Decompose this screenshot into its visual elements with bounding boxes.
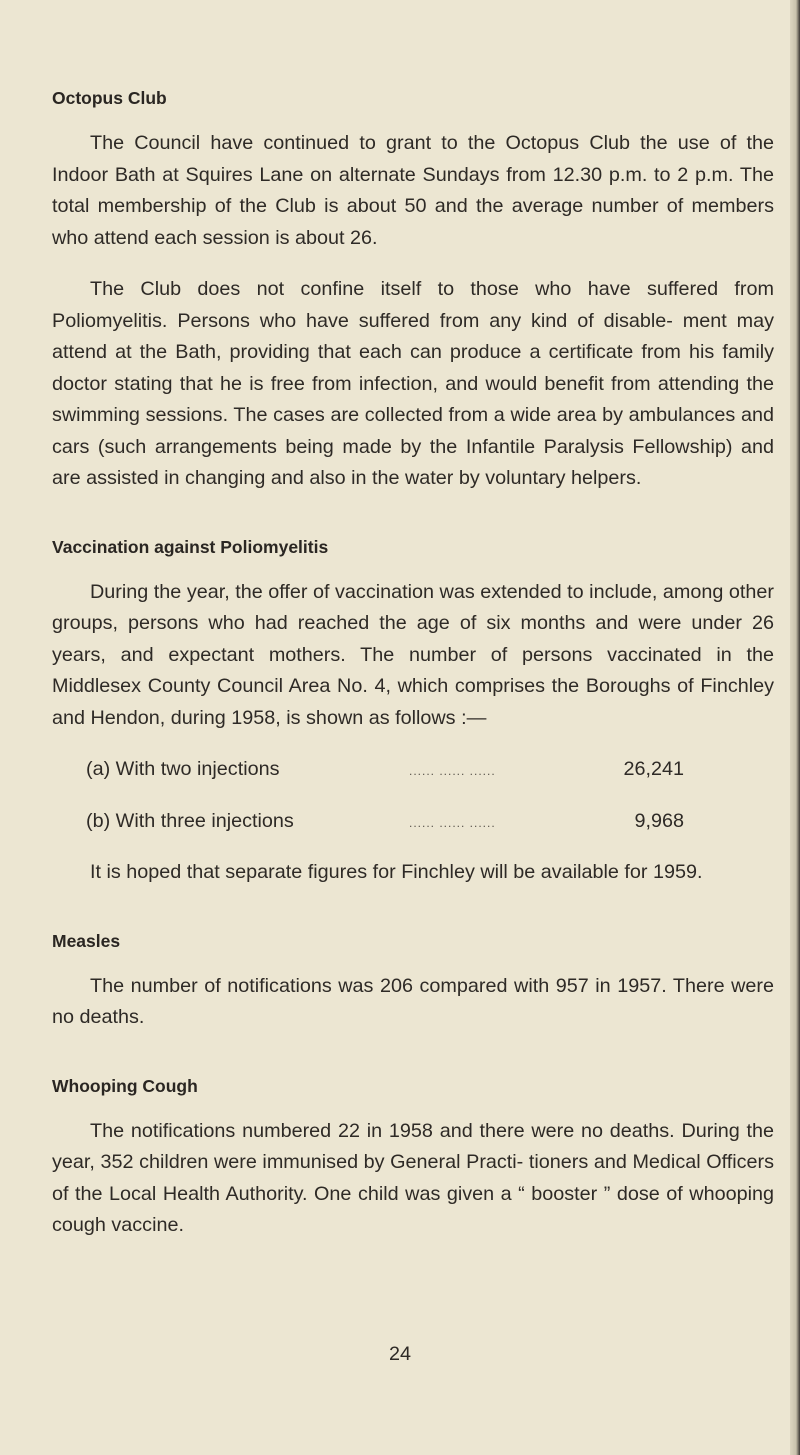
section-vaccination-poliomyelitis	[52, 535, 774, 889]
page-number: 24	[388, 1343, 411, 1365]
section-measles	[52, 929, 774, 1034]
spacer	[52, 254, 774, 274]
list-item	[52, 754, 774, 786]
section-heading: Octopus Club	[52, 88, 167, 108]
paragraph: The notifications numbered 22 in 1958 and there were no deaths. During the year, 352 children were immunised by General Practi- tioners and Medical Officers of the Local Health Authority. One child was given a “ booster ” dose of whooping cough vaccine.	[52, 1119, 774, 1236]
section-octopus-club	[52, 86, 774, 495]
spacer	[52, 889, 774, 929]
spacer	[52, 734, 774, 754]
leader-dots: ...... ...... ......	[409, 764, 496, 778]
section-heading: Whooping Cough	[52, 1075, 198, 1096]
paragraph: The number of notifications was 206 compared with 957 in 1957. There were no deaths.	[52, 974, 774, 1028]
page-edge-shadow	[790, 0, 800, 1455]
leader-dots: ...... ...... ......	[409, 815, 496, 830]
section-heading: Measles	[52, 930, 121, 951]
paragraph: During the year, the offer of vaccination was extended to include, among other groups, persons who had reached the age of six months and were under 26 years, and expectant mothers. The number of persons vaccinated in the Middlesex County Council Area No. 4, which comprises the Boroughs of Finchley and Hendon, during 1958, is shown as follows :—	[52, 580, 774, 729]
list-item	[52, 806, 774, 838]
vaccination-figures-list	[52, 754, 774, 837]
section-whooping-cough	[52, 1074, 774, 1242]
list-item-label: (a) With two injections	[86, 758, 280, 780]
spacer	[52, 495, 774, 535]
list-item-value: 26,241	[623, 758, 684, 780]
paragraph: The Council have continued to grant to the Octopus Club the use of the Indoor Bath at Squires Lane on alternate Sundays from 12.30 p.m. to 2 p.m. The total membership of the Club is about 50 and the average number of members who attend each session is about 26.	[52, 132, 774, 249]
list-item-value: 9,968	[634, 809, 684, 832]
spacer	[52, 1034, 774, 1074]
list-item-label: (b) With three injections	[86, 809, 294, 832]
document-body	[52, 86, 774, 1242]
paragraph: The Club does not confine itself to those who have suffered from Poliomyelitis. Persons who have suffered from any kind of disable- ment may attend at the Bath, providing that each can produce a certificate from his family doctor stating that he is free from infection, and would benefit from attending the swimming sessions. The cases are collected from a wide area by ambulances and cars (such arrangements being made by the Infantile Paralysis Fellowship) and are assisted in changing and also in the water by voluntary helpers.	[52, 278, 774, 489]
paragraph: It is hoped that separate figures for Finchley will be available for 1959.	[90, 861, 703, 883]
section-heading: Vaccination against Poliomyelitis	[52, 536, 329, 557]
